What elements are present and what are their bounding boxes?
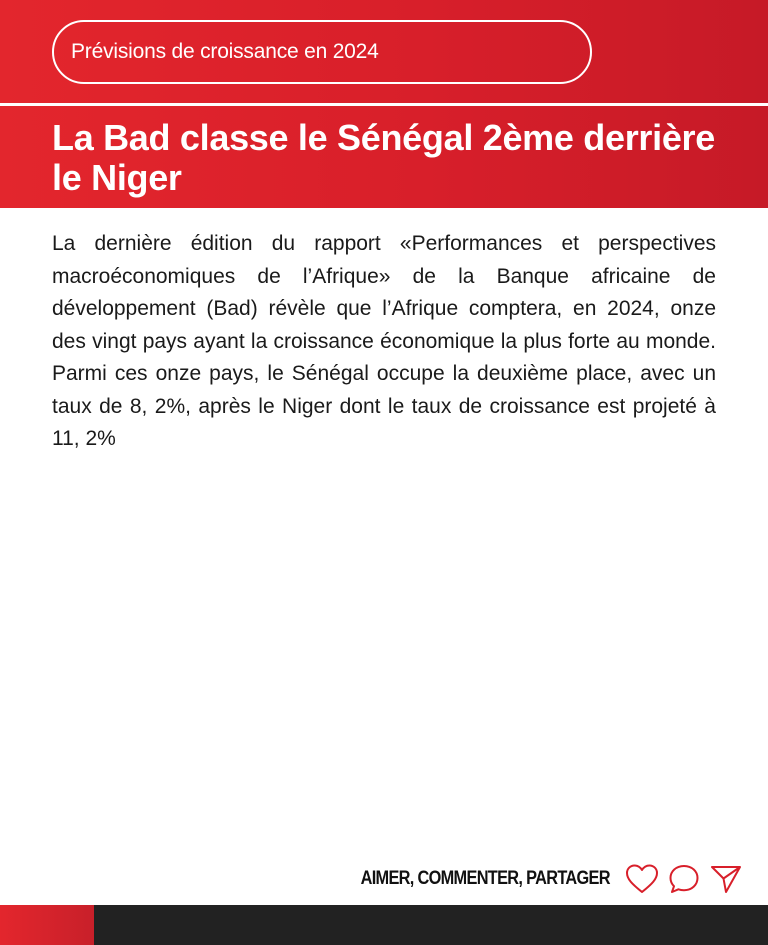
heart-icon[interactable]	[622, 861, 662, 897]
send-icon[interactable]	[706, 861, 746, 897]
header-divider	[0, 103, 768, 106]
comment-icon[interactable]	[664, 861, 704, 897]
call-to-action: AIMER, COMMENTER, PARTAGER	[360, 868, 610, 889]
topic-tag	[52, 20, 592, 84]
footer-bar	[0, 905, 768, 945]
headline: La Bad classe le Sénégal 2ème derrière le Niger	[52, 117, 715, 198]
header-banner	[0, 0, 768, 208]
engagement-actions	[320, 860, 746, 898]
article-body: La dernière édition du rapport «Performances et perspectives macroéconomiques de l’Afrique» de la Banque africaine de développement (Bad) révèle que l’Afrique comptera, en 2024, onze des vingt pays ayant la croissance économique la plus forte au monde. Parmi ces onze pays, le Sénégal occupe la deuxième place, avec un taux de 8, 2%, après le Niger dont le taux de croissance est projeté à 11, 2%	[52, 232, 716, 450]
topic-tag-label: Prévisions de croissance en 2024	[71, 40, 379, 63]
footer-accent	[0, 905, 94, 945]
